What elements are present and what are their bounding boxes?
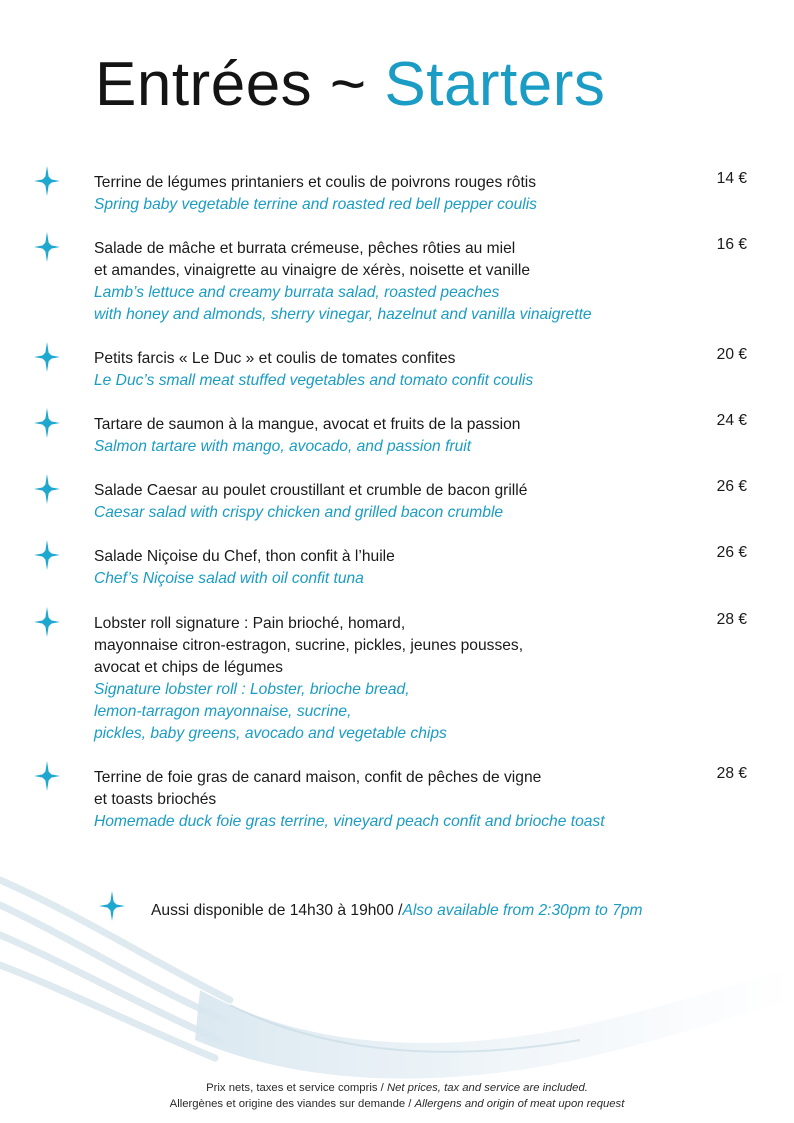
footer-allergens-fr: Allergènes et origine des viandes sur demande / <box>169 1098 415 1110</box>
dish-name-fr: Terrine de légumes printaniers et coulis de poivrons rouges rôtis <box>94 174 537 191</box>
page-title <box>95 50 606 119</box>
sparkle-star-icon <box>97 891 127 921</box>
dish-name-fr: avocat et chips de légumes <box>94 659 283 676</box>
dish-name-en: Spring baby vegetable terrine and roasted red bell pepper coulis <box>94 196 537 213</box>
sparkle-star-icon <box>32 607 62 637</box>
dish-name-en: Chef’s Niçoise salad with oil confit tuna <box>94 570 364 587</box>
title-fr: Entrées <box>95 50 313 119</box>
dish-price: 20 € <box>716 346 747 363</box>
menu-item-description <box>94 414 694 458</box>
dish-name-en: lemon-tarragon mayonnaise, sucrine, <box>94 703 352 720</box>
dish-name-fr: Lobster roll signature : Pain brioché, homard, <box>94 615 406 632</box>
dish-name-en: with honey and almonds, sherry vinegar, hazelnut and vanilla vinaigrette <box>94 306 592 323</box>
menu-item-description <box>94 238 694 326</box>
footer-prices-en: Net prices, tax and service are included. <box>386 1082 588 1094</box>
sparkle-star-icon <box>32 540 62 570</box>
sparkle-star-icon <box>32 342 62 372</box>
dish-name-en: Le Duc’s small meat stuffed vegetables and tomato confit coulis <box>94 372 534 389</box>
dish-name-en: pickles, baby greens, avocado and vegetable chips <box>94 725 447 742</box>
footer-notes <box>0 1080 794 1112</box>
dish-price: 16 € <box>716 236 747 253</box>
dish-name-en: Lamb’s lettuce and creamy burrata salad, roasted peaches <box>94 284 500 301</box>
footer-allergens-en: Allergens and origin of meat upon request <box>414 1098 625 1110</box>
dish-price: 24 € <box>716 412 747 429</box>
sparkle-star-icon <box>32 474 62 504</box>
menu-item-description <box>94 613 694 745</box>
menu-item-description <box>94 767 694 833</box>
sparkle-star-icon <box>32 232 62 262</box>
sparkle-star-icon <box>32 166 62 196</box>
dish-name-fr: Salade Caesar au poulet croustillant et crumble de bacon grillé <box>94 482 528 499</box>
dish-price: 26 € <box>716 544 747 561</box>
dish-name-fr: Terrine de foie gras de canard maison, confit de pêches de vigne <box>94 769 542 786</box>
dish-name-en: Caesar salad with crispy chicken and grilled bacon crumble <box>94 504 504 521</box>
dish-name-fr: et toasts briochés <box>94 791 217 808</box>
sparkle-star-icon <box>32 408 62 438</box>
title-separator: ~ <box>329 50 367 119</box>
dish-price: 28 € <box>716 611 747 628</box>
dish-name-fr: Salade Niçoise du Chef, thon confit à l’huile <box>94 548 395 565</box>
menu-item-description <box>94 546 694 590</box>
sparkle-star-icon <box>32 761 62 791</box>
footer-prices-fr: Prix nets, taxes et service compris / <box>206 1082 387 1094</box>
dish-name-en: Homemade duck foie gras terrine, vineyard peach confit and brioche toast <box>94 813 605 830</box>
dish-name-fr: Salade de mâche et burrata crémeuse, pêches rôties au miel <box>94 240 516 257</box>
menu-item-description <box>94 172 694 216</box>
availability-en: Also available from 2:30pm to 7pm <box>402 902 643 919</box>
dish-price: 26 € <box>716 478 747 495</box>
footer-line-allergens <box>0 1096 794 1112</box>
dish-name-fr: et amandes, vinaigrette au vinaigre de xérès, noisette et vanille <box>94 262 531 279</box>
dish-name-fr: Tartare de saumon à la mangue, avocat et fruits de la passion <box>94 416 521 433</box>
dish-name-en: Salmon tartare with mango, avocado, and passion fruit <box>94 438 472 455</box>
menu-item-description <box>94 348 694 392</box>
dish-price: 28 € <box>716 765 747 782</box>
dish-name-en: Signature lobster roll : Lobster, brioche bread, <box>94 681 410 698</box>
availability-fr: Aussi disponible de 14h30 à 19h00 / <box>151 902 403 919</box>
dish-name-fr: Petits farcis « Le Duc » et coulis de tomates confites <box>94 350 456 367</box>
menu-item-description <box>94 480 694 524</box>
title-en: Starters <box>384 50 606 119</box>
dish-name-fr: mayonnaise citron-estragon, sucrine, pickles, jeunes pousses, <box>94 637 524 654</box>
dish-price: 14 € <box>716 170 747 187</box>
footer-line-prices <box>0 1080 794 1096</box>
